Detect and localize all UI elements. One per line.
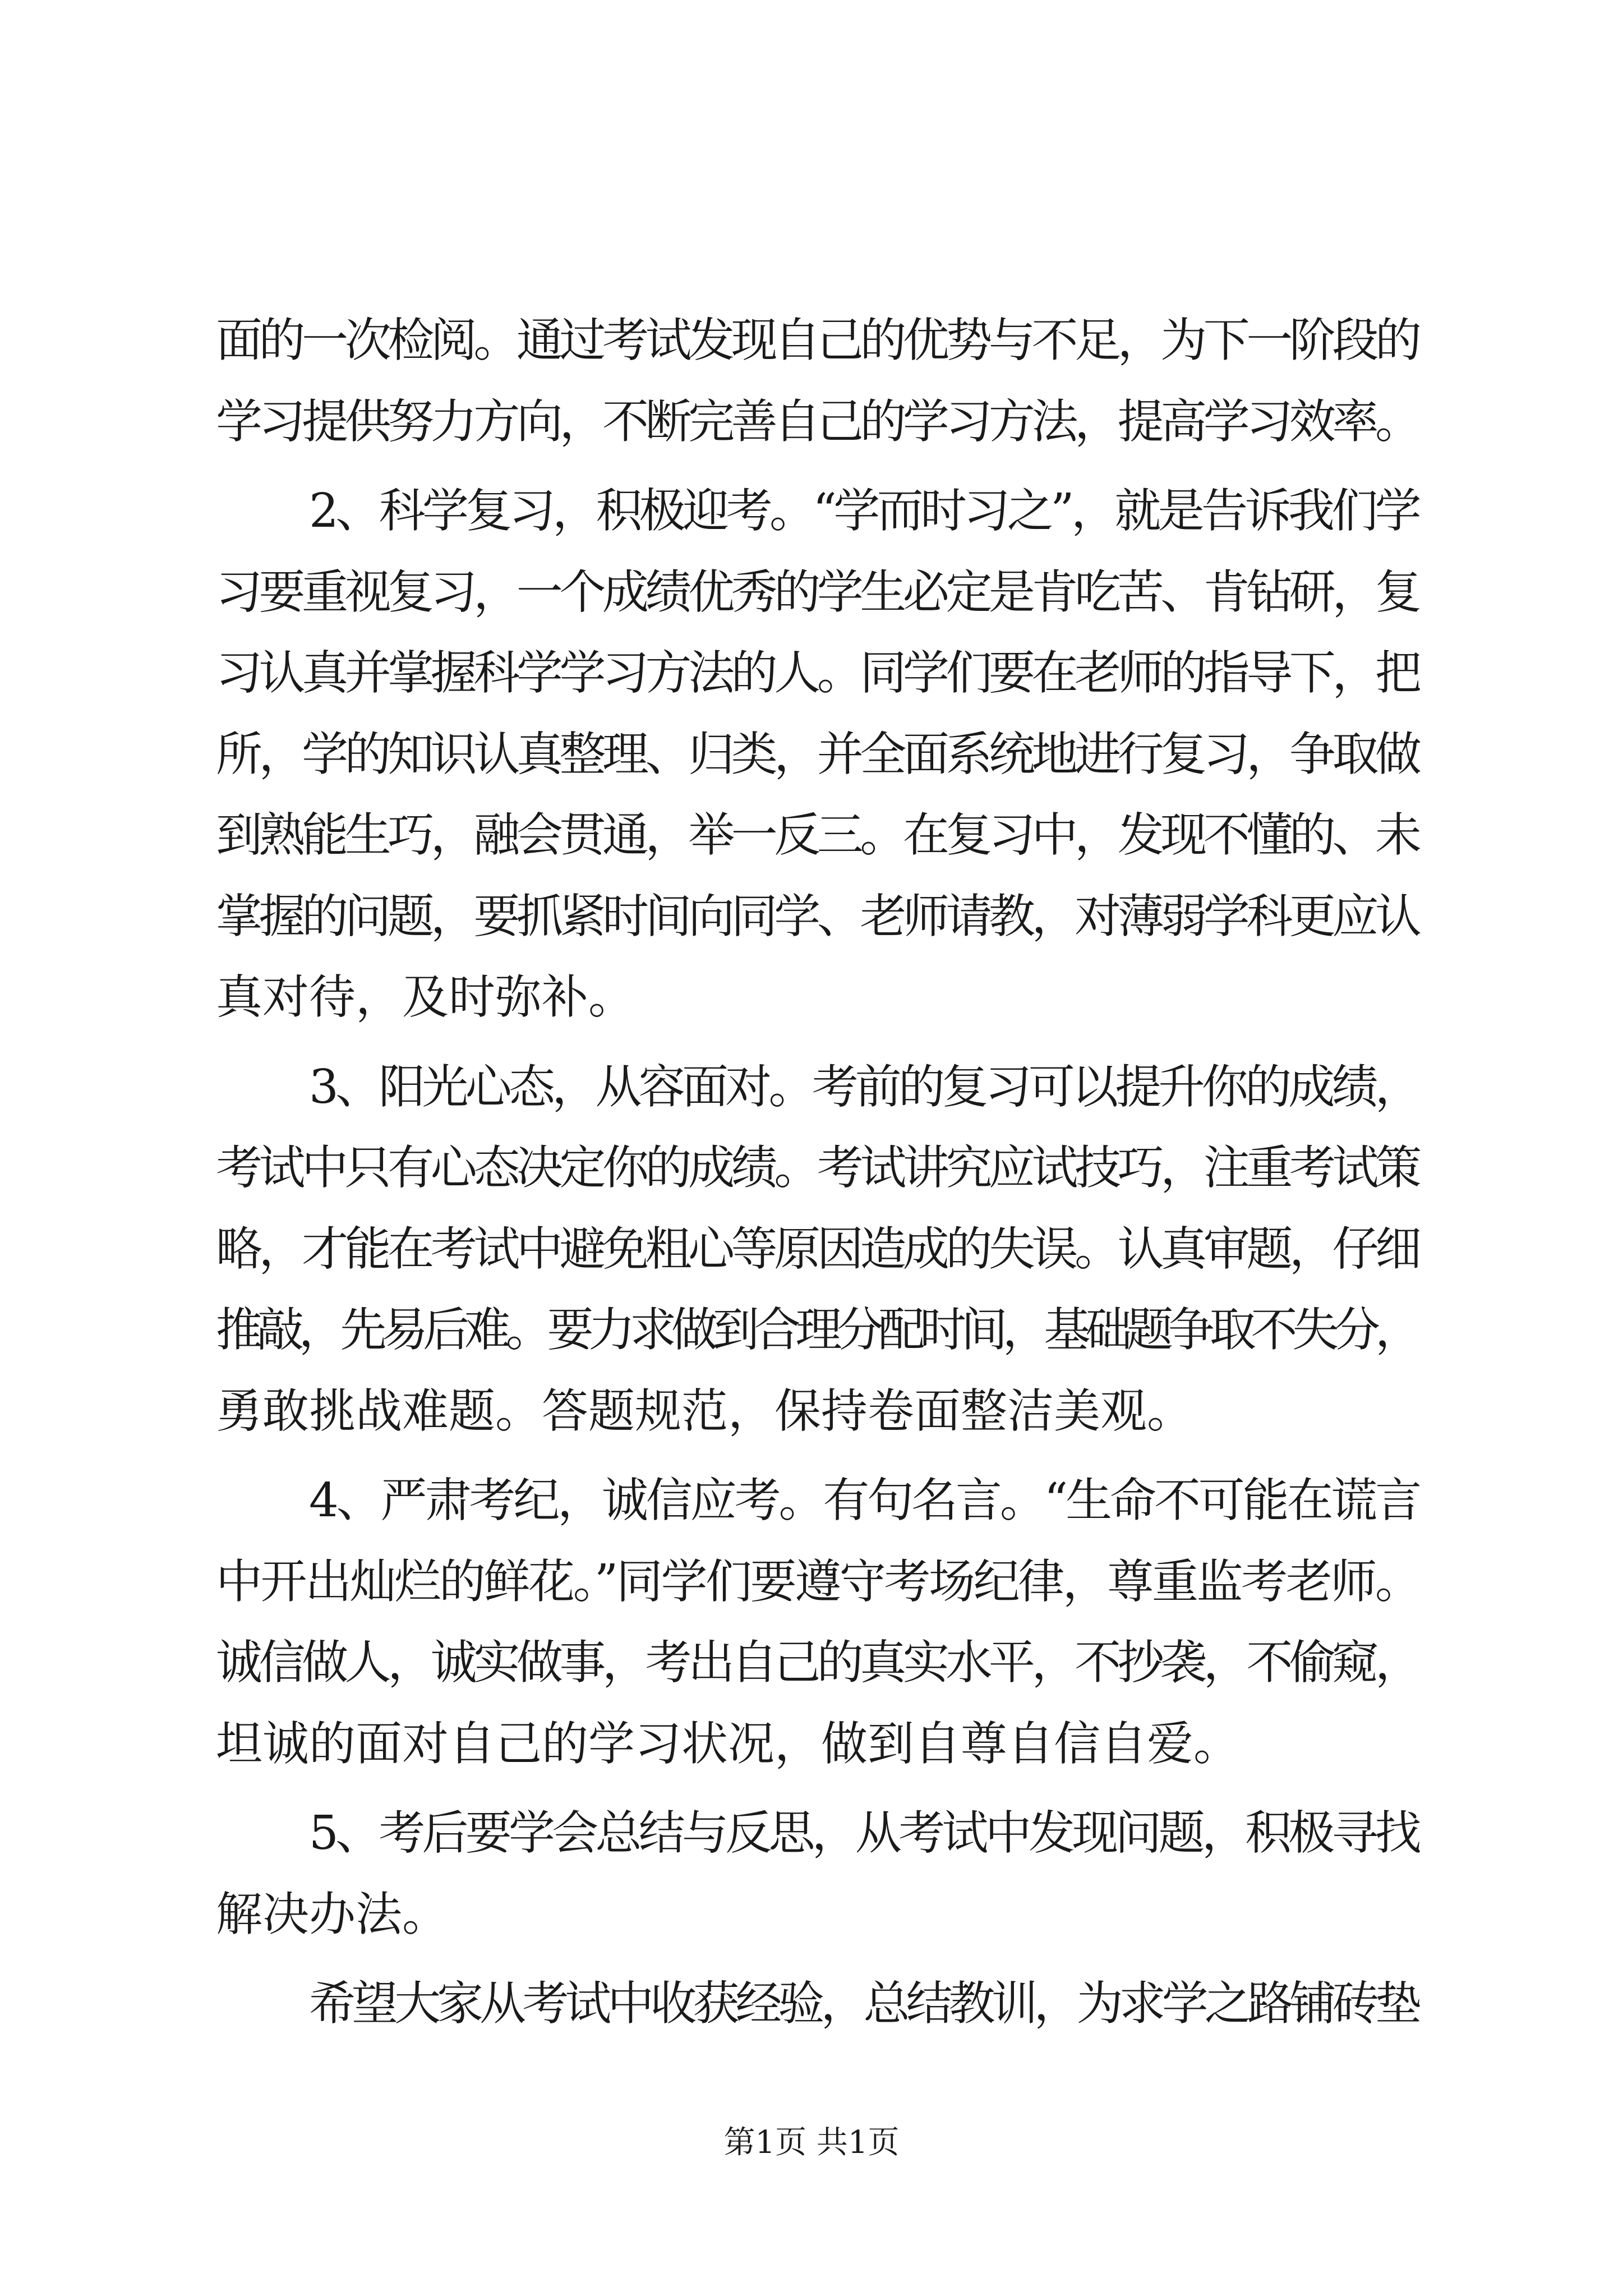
text-line: 学习提供努力方向，不断完善自己的学习方法，提高学习效率。 (216, 394, 1418, 449)
text-line: 诚信做人，诚实做事，考出自己的真实水平，不抄袭，不偷窥， (216, 1635, 1418, 1690)
paragraph (216, 1793, 1422, 1955)
text-line: 习要重视复习，一个成绩优秀的学生必定是肯吃苦、肯钻研，复 (216, 564, 1418, 619)
text-line: 中开出灿烂的鲜花。”同学们要遵守考场纪律，尊重监考老师。 (216, 1554, 1420, 1609)
text-line: 所，学的知识认真整理、归类，并全面系统地进行复习，争取做 (216, 726, 1418, 781)
text-line: 到熟能生巧，融会贯通，举一反三。在复习中，发现不懂的、未 (216, 808, 1418, 862)
paragraph (216, 1460, 1422, 1784)
paragraph-gap (216, 1452, 1422, 1460)
document-body (216, 300, 1422, 2045)
paragraph-gap (216, 1955, 1422, 1963)
text-line: 习认真并掌握科学学习方法的人。同学们要在老师的指导下，把 (216, 646, 1418, 700)
text-line: 面的一次检阅。通过考试发现自己的优势与不足，为下一阶段的 (216, 313, 1418, 367)
text-line: 考试中只有心态决定你的成绩。考试讲究应试技巧，注重考试策 (216, 1140, 1418, 1195)
text-line: 解决办法。 (216, 1887, 449, 1941)
text-line: 略，才能在考试中避免粗心等原因造成的失误。认真审题，仔细 (216, 1221, 1418, 1276)
text-line: 推敲，先易后难。要力求做到合理分配时间，基础题争取不失分， (216, 1303, 1417, 1357)
page-footer: 第1页 共1页 (723, 2124, 900, 2161)
paragraph (216, 1047, 1422, 1452)
paragraph (216, 471, 1422, 1038)
text-line: 勇敢挑战难题。答题规范，保持卷面整洁美观。 (216, 1383, 1193, 1438)
text-line: 5、考后要学会总结与反思，从考试中发现问题，积极寻找 (309, 1806, 1419, 1860)
text-line: 希望大家从考试中收获经验，总结教训，为求学之路铺砖垫 (309, 1976, 1418, 2031)
text-line: 坦诚的面对自己的学习状况，做到自尊自信自爱。 (216, 1716, 1240, 1771)
text-line: 真对待，及时弥补。 (216, 970, 635, 1024)
text-line: 3、阳光心态，从容面对。考前的复习可以提升你的成绩， (309, 1059, 1419, 1114)
paragraph-gap (216, 1784, 1422, 1793)
paragraph (216, 1963, 1422, 2045)
text-line: 4、严肃考纪，诚信应考。有句名言。“生命不可能在谎言 (309, 1473, 1420, 1527)
paragraph-gap (216, 462, 1422, 471)
text-line: 掌握的问题，要抓紧时间向同学、老师请教，对薄弱学科更应认 (216, 889, 1418, 944)
paragraph-gap (216, 1038, 1422, 1047)
paragraph (216, 300, 1422, 462)
text-line: 2、科学复习，积极迎考。“学而时习之”，就是告诉我们学 (309, 484, 1419, 538)
